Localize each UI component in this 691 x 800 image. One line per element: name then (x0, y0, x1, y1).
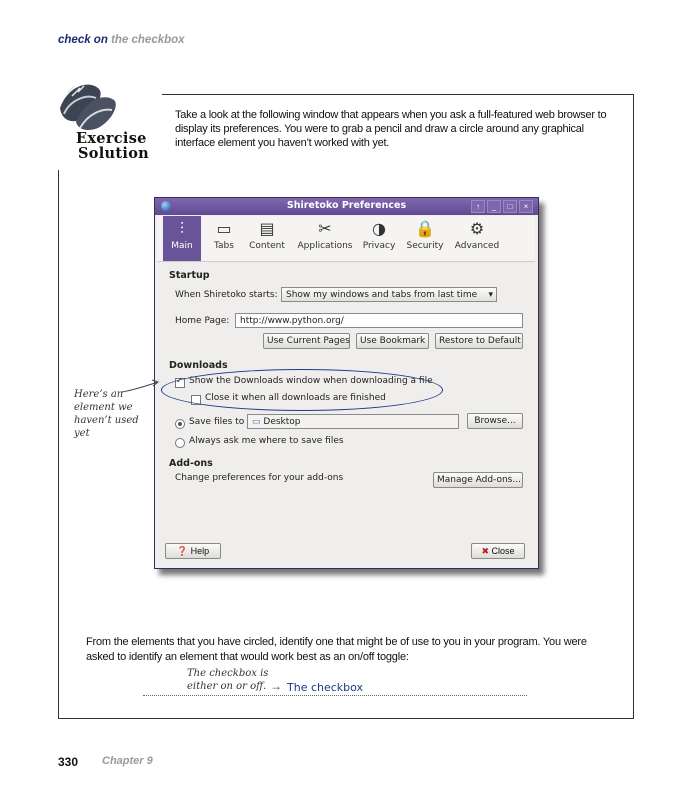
tab-content[interactable] (245, 216, 289, 261)
window-title: Shiretoko Preferences (286, 200, 407, 211)
minimize-icon[interactable]: _ (487, 200, 501, 213)
applications-icon: ✂ (318, 219, 332, 238)
always-ask-label: Always ask me where to save files (189, 436, 344, 446)
answer-note: The checkbox is either on or off. (187, 668, 269, 692)
save-folder-value: Desktop (263, 417, 301, 427)
right-arrow-icon: → (270, 679, 282, 693)
startup-label: When Shiretoko starts: (175, 290, 278, 300)
chapter-label: Chapter 9 (102, 755, 153, 767)
x-icon: ✖ (481, 546, 489, 556)
tab-label: Privacy (362, 241, 396, 251)
manage-addons-button[interactable]: Manage Add-ons... (433, 472, 523, 488)
prefs-toolbar (157, 216, 535, 262)
check-icon: ✓ (176, 376, 183, 385)
home-page-input[interactable]: http://www.python.org/ (235, 313, 523, 328)
home-page-label: Home Page: (175, 316, 230, 326)
tab-label: Applications (297, 241, 353, 251)
exercise-solution-label (76, 131, 149, 161)
answer-text: The checkbox (287, 681, 364, 694)
close-icon[interactable]: × (519, 200, 533, 213)
answer-line (143, 695, 527, 696)
addons-heading: Add-ons (169, 458, 213, 469)
maximize-icon[interactable]: □ (503, 200, 517, 213)
solution-word: Solution (78, 145, 150, 162)
gear-icon: ⚙ (469, 219, 485, 238)
help-label: Help (190, 546, 210, 556)
tab-label: Content (249, 241, 285, 251)
lock-icon: 🔒 (415, 219, 435, 238)
tab-label: Advanced (454, 241, 500, 251)
intro-text: Take a look at the following window that appears when you ask a full-featured web browser to display its preferences. You were to grab a pencil and draw a circle around any graphical interface element you haven’t worked with yet. (175, 109, 607, 149)
handwritten-note: Here’s an element we haven’t used yet (74, 389, 139, 439)
up-arrow-icon[interactable]: ↑ (471, 200, 485, 213)
save-folder-field[interactable] (247, 414, 459, 429)
startup-select-value: Show my windows and tabs from last time (286, 290, 478, 300)
save-files-label: Save files to (189, 417, 245, 427)
help-button[interactable] (165, 543, 221, 559)
save-files-radio[interactable] (175, 419, 185, 429)
tab-label: Main (171, 241, 193, 251)
show-downloads-label: Show the Downloads window when downloading a file (189, 376, 433, 386)
window-titlebar[interactable] (155, 198, 538, 215)
tab-privacy[interactable] (359, 216, 399, 261)
use-current-pages-button[interactable]: Use Current Pages (263, 333, 350, 349)
restore-default-button[interactable]: Restore to Default (435, 333, 523, 349)
browse-button[interactable]: Browse... (467, 413, 523, 429)
tab-advanced[interactable] (451, 216, 503, 261)
close-button[interactable] (471, 543, 525, 559)
downloads-heading: Downloads (169, 360, 228, 371)
mask-icon: ◑ (372, 219, 386, 238)
tab-applications[interactable] (293, 216, 357, 261)
help-icon: ❓ (176, 546, 189, 556)
header-part1: check on (58, 34, 108, 46)
content-icon: ▤ (259, 219, 275, 238)
page-number: 330 (58, 755, 79, 769)
question-text: From the elements that you have circled, identify one that might be of use to you in your program. You were asked to identify an element that would work best as an on/off toggle: (86, 636, 587, 663)
tab-label: Tabs (214, 241, 234, 251)
pencil-circle-annotation (161, 369, 443, 411)
startup-heading: Startup (169, 270, 210, 281)
tabs-icon: ▭ (216, 219, 232, 238)
use-bookmark-button[interactable]: Use Bookmark (356, 333, 429, 349)
exercise-word: Exercise (76, 130, 147, 147)
chevron-down-icon: ▾ (488, 290, 493, 300)
tab-security[interactable] (403, 216, 447, 261)
tab-main[interactable] (163, 216, 201, 261)
sliders-icon: ⫶ (179, 219, 184, 238)
header-part2: the checkbox (111, 34, 185, 46)
addons-desc: Change preferences for your add-ons (175, 473, 344, 483)
folder-icon: ▭ (252, 417, 261, 427)
tab-label: Security (406, 241, 444, 251)
tab-tabs[interactable] (207, 216, 241, 261)
close-label: Close (491, 546, 515, 556)
window-controls (471, 200, 533, 213)
startup-select[interactable] (281, 287, 497, 302)
close-downloads-label: Close it when all downloads are finished (205, 393, 386, 403)
running-header (58, 34, 185, 46)
always-ask-radio[interactable] (175, 438, 185, 448)
